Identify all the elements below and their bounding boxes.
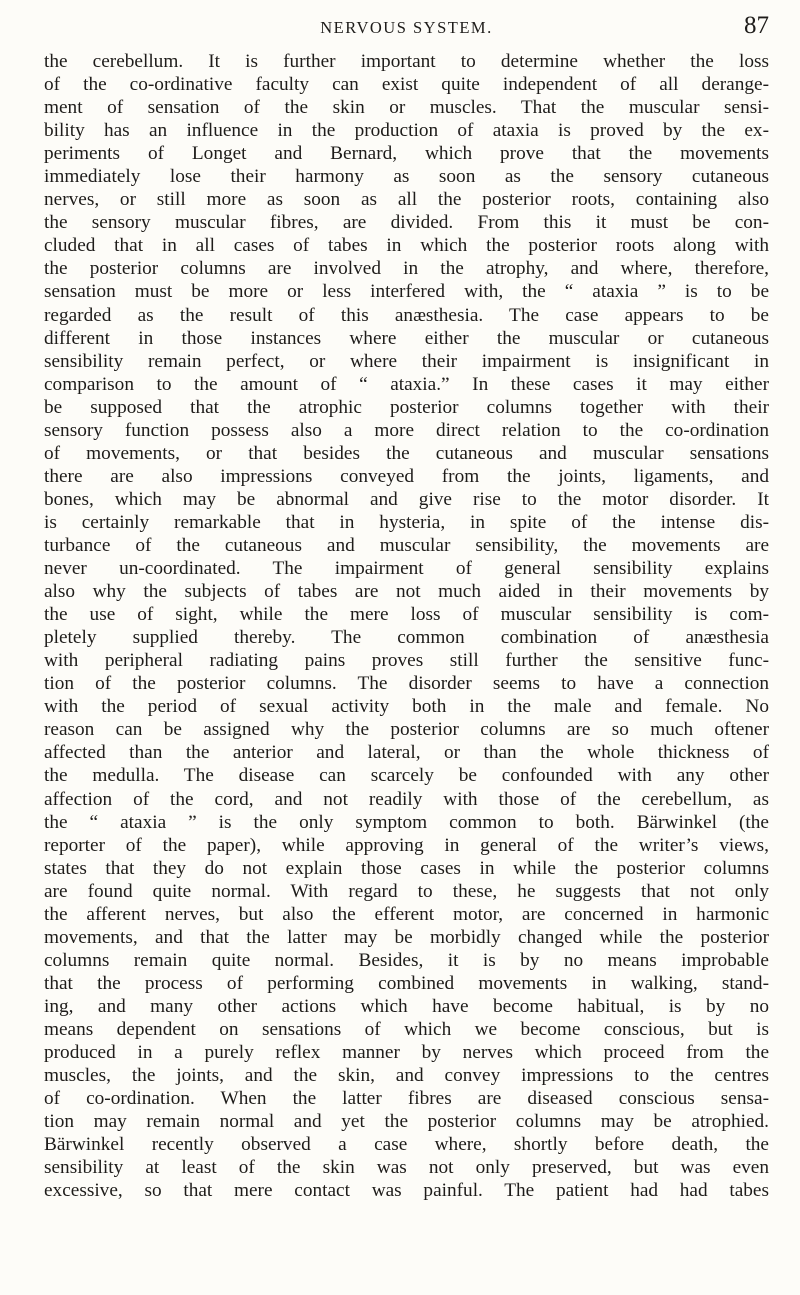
text-line: movements, and that the latter may be morbidly changed while the posterior <box>44 926 769 948</box>
running-head-title: NERVOUS SYSTEM. <box>320 18 493 37</box>
text-line: cluded that in all cases of tabes in which the posterior roots along with <box>44 235 769 257</box>
text-line: states that they do not explain those cases in while the posterior columns <box>44 857 769 879</box>
text-line: the sensory muscular fibres, are divided. From this it must be con- <box>44 212 769 234</box>
text-line: comparison to the amount of “ ataxia.” In these cases it may either <box>44 373 769 395</box>
text-line: produced in a purely reflex manner by nerves which proceed from the <box>44 1042 769 1064</box>
text-line: the afferent nerves, but also the efferent motor, are concerned in harmonic <box>44 903 769 925</box>
text-line: turbance of the cutaneous and muscular sensibility, the movements are <box>44 534 769 556</box>
text-line: of co-ordination. When the latter fibres are diseased conscious sensa- <box>44 1088 769 1110</box>
text-line: tion of the posterior columns. The disorder seems to have a connection <box>44 673 769 695</box>
text-line: different in those instances where either the muscular or cutaneous <box>44 327 769 349</box>
text-line: the cerebellum. It is further important to determine whether the loss <box>44 51 769 72</box>
text-line: the posterior columns are involved in the atrophy, and where, therefore, <box>44 258 769 280</box>
text-line: ment of sensation of the skin or muscles. That the muscular sensi- <box>44 97 769 119</box>
text-line: is certainly remarkable that in hysteria, in spite of the intense dis- <box>44 511 769 533</box>
text-line: reason can be assigned why the posterior columns are so much oftener <box>44 719 769 741</box>
text-line: with peripheral radiating pains proves still further the sensitive func- <box>44 650 769 672</box>
text-line: that the process of performing combined movements in walking, stand- <box>44 972 769 994</box>
text-line: affected than the anterior and lateral, or than the whole thickness of <box>44 742 769 764</box>
text-line: means dependent on sensations of which we become conscious, but is <box>44 1018 769 1040</box>
page-number: 87 <box>744 12 769 39</box>
text-line: periments of Longet and Bernard, which prove that the movements <box>44 143 769 165</box>
text-line: nerves, or still more as soon as all the posterior roots, containing also <box>44 189 769 211</box>
text-line: never un-coordinated. The impairment of general sensibility explains <box>44 558 769 580</box>
text-line: regarded as the result of this anæsthesia. The case appears to be <box>44 304 769 326</box>
text-line: excessive, so that mere contact was painful. The patient had had tabes <box>44 1180 769 1202</box>
text-line: muscles, the joints, and the skin, and convey impressions to the centres <box>44 1065 769 1087</box>
text-line: there are also impressions conveyed from the joints, ligaments, and <box>44 465 769 487</box>
text-line: columns remain quite normal. Besides, it is by no means improbable <box>44 949 769 971</box>
text-line: the use of sight, while the mere loss of muscular sensibility is com- <box>44 604 769 626</box>
text-line: be supposed that the atrophic posterior columns together with their <box>44 396 769 418</box>
text-line: bones, which may be abnormal and give rise to the motor disorder. It <box>44 488 769 510</box>
text-line: bility has an influence in the production of ataxia is proved by the ex- <box>44 120 769 142</box>
text-line: of the co-ordinative faculty can exist quite independent of all derange- <box>44 74 769 96</box>
text-line: sensory function possess also a more direct relation to the co-ordination <box>44 419 769 441</box>
body-text <box>44 50 769 1202</box>
text-line: the medulla. The disease can scarcely be confounded with any other <box>44 765 769 787</box>
text-line: of movements, or that besides the cutaneous and muscular sensations <box>44 442 769 464</box>
text-line: sensibility remain perfect, or where their impairment is insignificant in <box>44 350 769 372</box>
text-line: immediately lose their harmony as soon as the sensory cutaneous <box>44 166 769 188</box>
text-line: Bärwinkel recently observed a case where, shortly before death, the <box>44 1134 769 1156</box>
text-line: pletely supplied thereby. The common combination of anæsthesia <box>44 627 769 649</box>
text-line: affection of the cord, and not readily with those of the cerebellum, as <box>44 788 769 810</box>
text-line: reporter of the paper), while approving in general of the writer’s views, <box>44 834 769 856</box>
text-line: the “ ataxia ” is the only symptom common to both. Bärwinkel (the <box>44 811 769 833</box>
text-line: sensation must be more or less interfered with, the “ ataxia ” is to be <box>44 281 769 303</box>
text-line: with the period of sexual activity both in the male and female. No <box>44 696 769 718</box>
text-line: ing, and many other actions which have become habitual, is by no <box>44 995 769 1017</box>
text-line: also why the subjects of tabes are not much aided in their movements by <box>44 581 769 603</box>
text-line: are found quite normal. With regard to these, he suggests that not only <box>44 880 769 902</box>
running-head <box>44 14 769 44</box>
text-line: sensibility at least of the skin was not only preserved, but was even <box>44 1157 769 1179</box>
text-line: tion may remain normal and yet the posterior columns may be atrophied. <box>44 1111 769 1133</box>
